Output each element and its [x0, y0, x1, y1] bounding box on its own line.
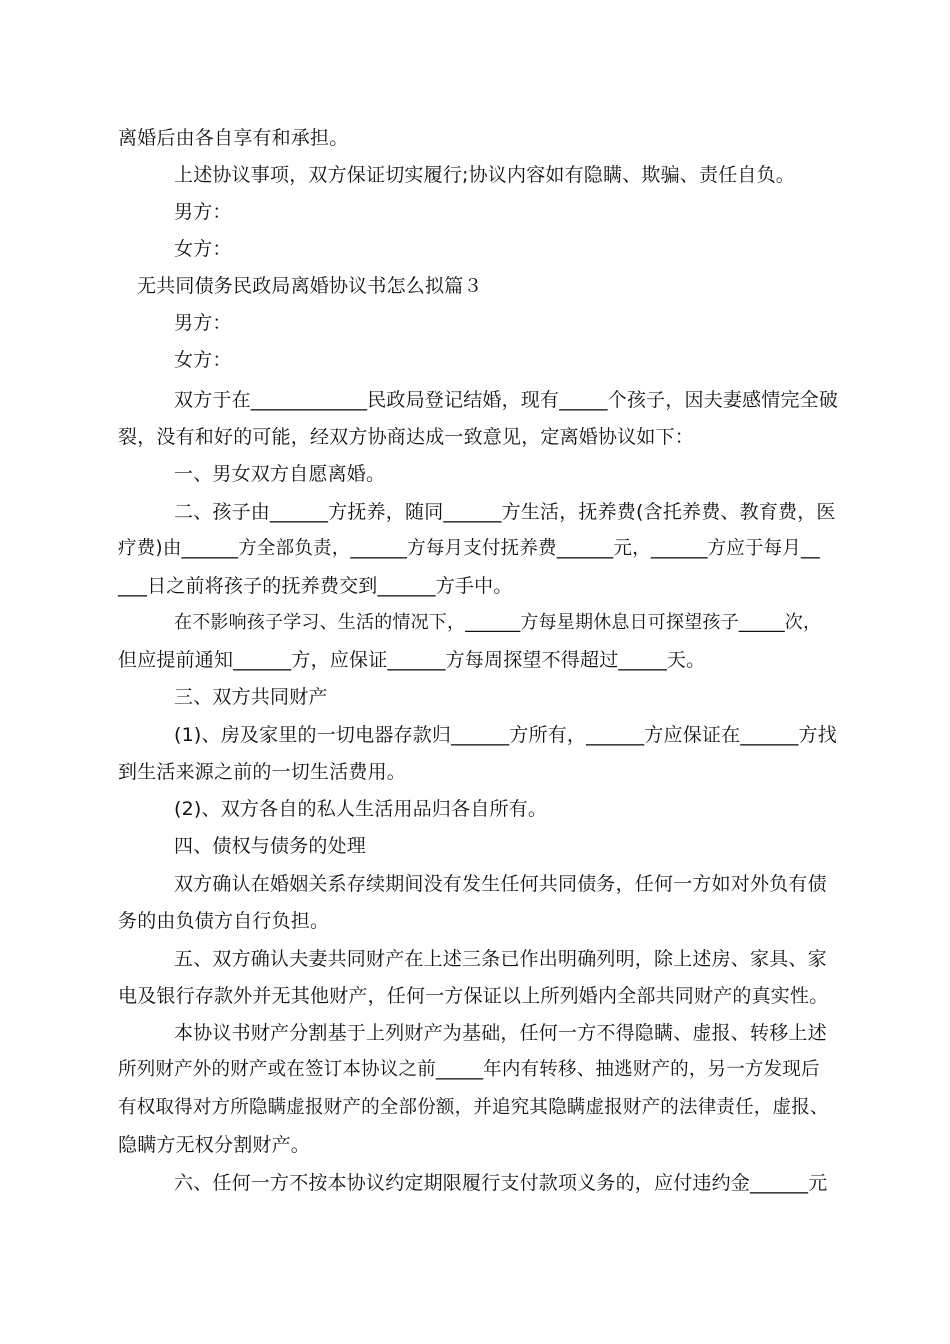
text-line: 双方于在____________民政局登记结婚，现有_____个孩子，因夫妻感情完全破: [174, 389, 839, 411]
clause-3: 三、双方共同财产: [174, 686, 328, 708]
text-line: 离婚后由各自享有和承担。: [118, 127, 349, 149]
text-line: 务的由负债方自行负担。: [118, 910, 330, 932]
clause-2: 二、孩子由______方抚养，随同______方生活，抚养费(含托养费、教育费，医: [174, 501, 836, 523]
party-female-label: 女方：: [174, 349, 232, 371]
clause-5: 五、双方确认夫妻共同财产在上述三条已作出明确列明，除上述房、家具、家: [174, 948, 827, 970]
text-line: 本协议书财产分割基于上列财产为基础，任何一方不得隐瞒、虚报、转移上述: [174, 1022, 827, 1044]
text-line: 裂，没有和好的可能，经双方协商达成一致意见，定离婚协议如下：: [118, 426, 695, 448]
text-line: 疗费)由______方全部负责，______方每月支付抚养费______元，______方应于每月__: [118, 538, 820, 559]
signature-female-label: 女方：: [174, 238, 232, 260]
text-line: ___日之前将孩子的抚养费交到______方手中。: [118, 575, 513, 597]
party-male-label: 男方：: [174, 312, 232, 334]
text-line: 但应提前通知______方，应保证______方每周探望不得超过_____天。: [118, 649, 706, 671]
text-line: (1)、房及家里的一切电器存款归______方所有，______方应保证在______方找: [174, 724, 837, 746]
clause-6: 六、任何一方不按本协议约定期限履行支付款项义务的，应付违约金______元: [174, 1172, 828, 1194]
clause-4: 四、债权与债务的处理: [174, 835, 367, 857]
signature-male-label: 男方：: [174, 201, 232, 223]
text-line: 所列财产外的财产或在签订本协议之前_____年内有转移、抽逃财产的，另一方发现后: [118, 1059, 820, 1080]
section-heading: 无共同债务民政局离婚协议书怎么拟篇３: [137, 275, 483, 297]
text-line: (2)、双方各自的私人生活用品归各自所有。: [174, 798, 548, 820]
text-line: 在不影响孩子学习、生活的情况下，______方每星期休息日可探望孩子_____次，: [174, 612, 822, 633]
text-line: 电及银行存款外并无其他财产，任何一方保证以上所列婚内全部共同财产的真实性。: [118, 985, 829, 1007]
text-line: 隐瞒方无权分割财产。: [118, 1134, 311, 1156]
text-line: 双方确认在婚姻关系存续期间没有发生任何共同债务，任何一方如对外负有债: [174, 873, 827, 895]
text-line: 上述协议事项，双方保证切实履行;协议内容如有隐瞒、欺骗、责任自负。: [174, 164, 796, 186]
text-line: 有权取得对方所隐瞒虚报财产的全部份额，并追究其隐瞒虚报财产的法律责任，虚报、: [118, 1097, 829, 1118]
clause-1: 一、男女双方自愿离婚。: [174, 463, 386, 485]
text-line: 到生活来源之前的一切生活费用。: [118, 761, 407, 783]
